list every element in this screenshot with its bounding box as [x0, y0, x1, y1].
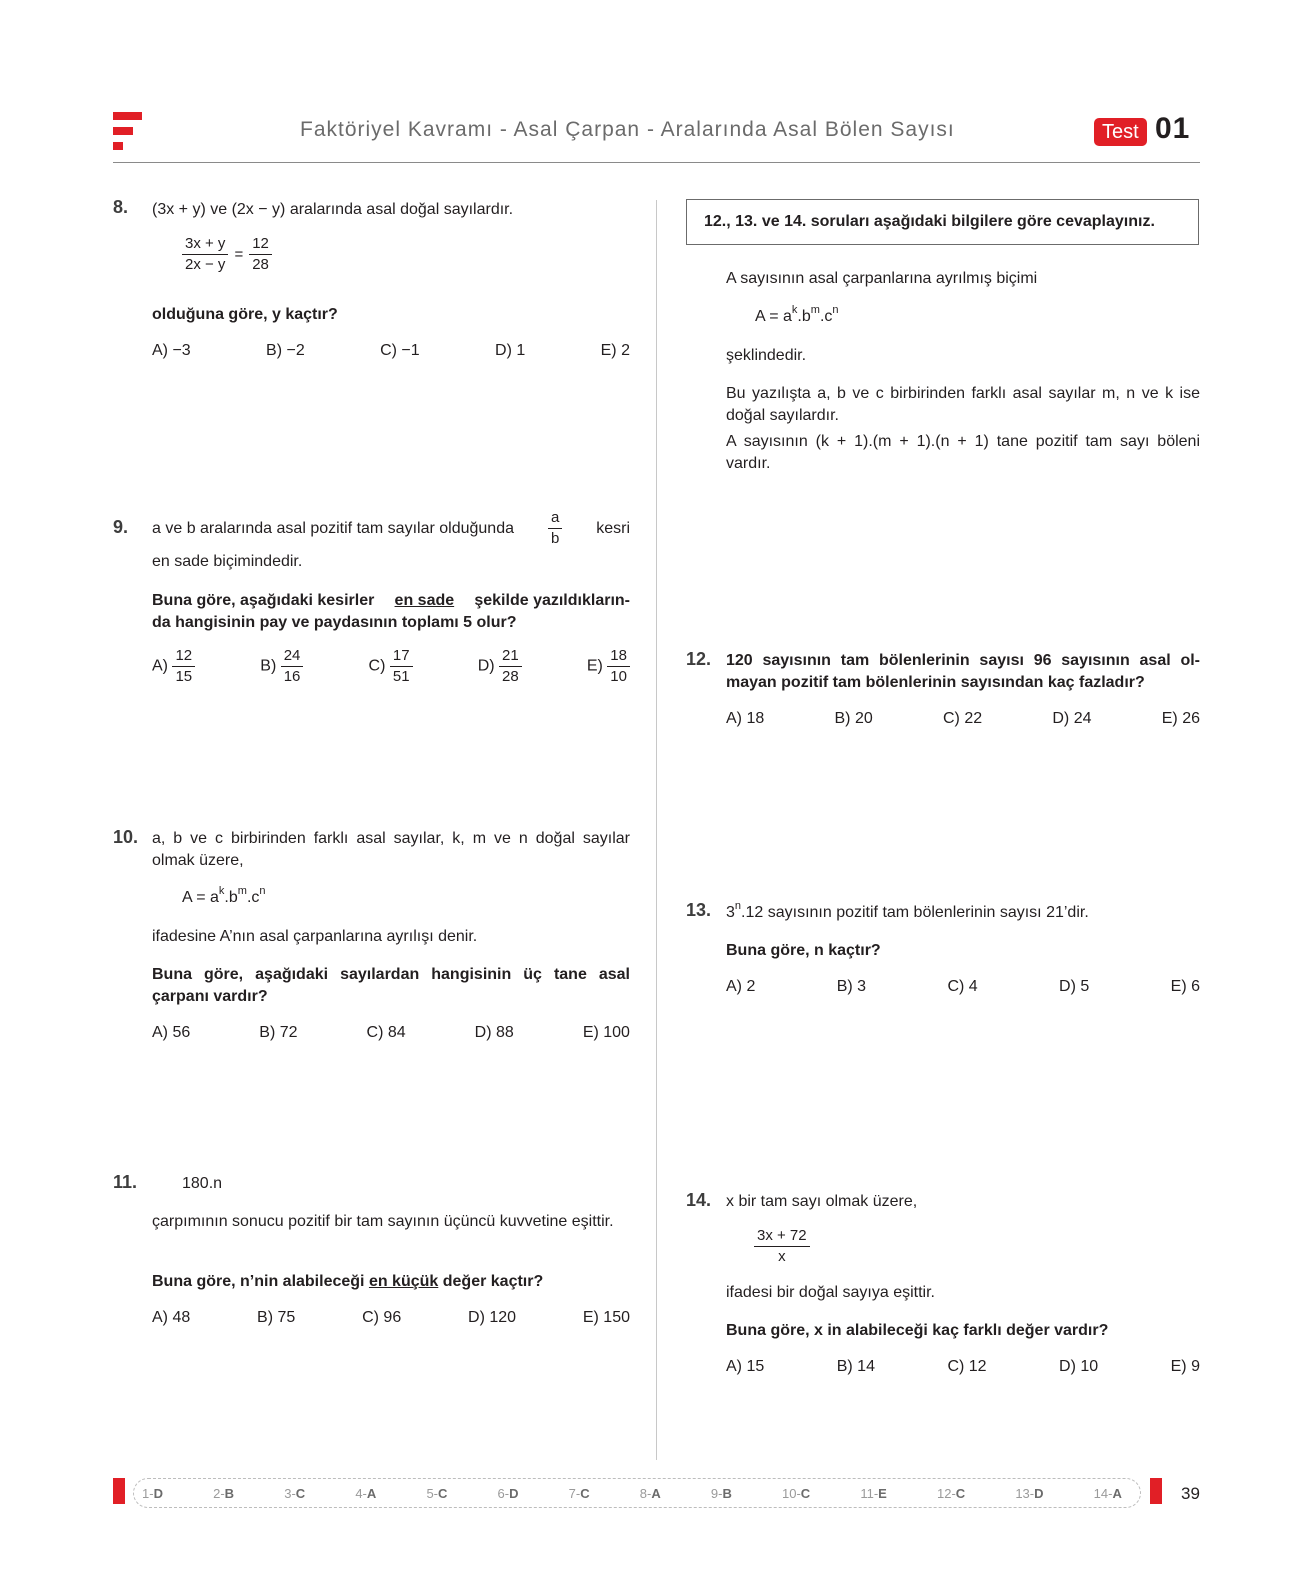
numerator: 3x + y — [182, 234, 228, 255]
choice-c[interactable]: C) 84 — [366, 1024, 406, 1041]
denominator: x — [778, 1248, 786, 1265]
choices — [152, 646, 630, 687]
choice-a[interactable]: A) 56 — [152, 1024, 191, 1041]
numerator: a — [548, 508, 562, 529]
answer-key-item: 1-D — [142, 1485, 163, 1501]
formula-part: .c — [246, 889, 260, 906]
choice-c[interactable]: C) 12 — [947, 1358, 987, 1375]
info-line: A sayısının (k + 1).(m + 1).(n + 1) tane pozitif tam sayı böleni vardır. — [726, 433, 1200, 472]
underlined-phrase: en sade — [394, 592, 455, 609]
question-text: olduğuna göre, y kaçtır? — [152, 306, 338, 323]
choice-a[interactable]: A) 48 — [152, 1309, 191, 1326]
choice-label: A) — [152, 657, 168, 675]
choice-b[interactable]: B) 14 — [836, 1358, 875, 1375]
answer-key-item: 11-E — [860, 1485, 887, 1501]
question-part: değer kaçtır? — [442, 1273, 544, 1290]
question-text: Buna göre, aşağıdaki sayılardan hangisinin üç tane asal çarpanı vardır? — [152, 966, 630, 1005]
question-part: Buna göre, aşağıdaki kesirler — [152, 592, 375, 609]
choice-e[interactable]: E) 6 — [1170, 978, 1200, 995]
intro-part: .12 sayısının pozitif tam bölenlerinin sayısı 21’dir. — [741, 904, 1089, 921]
choice-d[interactable]: D) 24 — [1052, 710, 1092, 727]
formula-part: A = a — [182, 889, 219, 906]
numerator: 18 — [607, 646, 630, 667]
footer-red-block-left — [113, 1478, 125, 1504]
formula-part: A = a — [755, 308, 792, 325]
info-line: A sayısının asal çarpanlarına ayrılmış biçimi — [726, 270, 1038, 287]
choice-c[interactable]: C) 96 — [362, 1309, 402, 1326]
choice-d[interactable]: D) 5 — [1059, 978, 1090, 995]
fraction — [548, 508, 562, 549]
choice-a[interactable]: A) −3 — [152, 342, 191, 359]
question-intro — [726, 899, 1089, 924]
question-text — [152, 1271, 543, 1293]
fraction — [499, 646, 522, 687]
explanation: ifadesine A’nın asal çarpanlarına ayrılışı denir. — [152, 928, 478, 945]
fraction — [281, 646, 304, 687]
question-intro: a, b ve c birbirinden farklı asal sayılar, k, m ve n doğal sayılar olmak üzere, — [152, 830, 630, 869]
expression — [754, 1226, 810, 1267]
numerator: 12 — [172, 646, 195, 667]
numerator: 24 — [281, 646, 304, 667]
numerator: 17 — [390, 646, 413, 667]
exponent: n — [734, 899, 742, 912]
question-number: 10. — [113, 827, 139, 847]
exponent: n — [832, 303, 839, 316]
answer-key-item: 13-D — [1015, 1485, 1044, 1501]
fraction — [754, 1226, 810, 1267]
answer-key-item: 6-D — [497, 1485, 519, 1501]
question-number: 9. — [113, 517, 129, 537]
formula — [182, 884, 266, 909]
formula — [755, 303, 839, 328]
answer-key-item: 9-B — [710, 1485, 732, 1501]
underlined-phrase: en küçük — [368, 1273, 439, 1290]
choice-b[interactable]: B) −2 — [266, 342, 305, 359]
question-part: Buna göre, n’nin alabileceği — [152, 1273, 365, 1290]
choice-label: B) — [260, 657, 277, 675]
logo-bar-middle — [113, 127, 133, 135]
answer-key-item: 8-A — [639, 1485, 661, 1501]
choice-a[interactable]: A) 18 — [726, 710, 765, 727]
exponent: n — [259, 884, 266, 897]
logo-bar-bottom — [113, 142, 123, 150]
choice-e[interactable]: E) 9 — [1170, 1358, 1200, 1375]
logo-bar-top — [113, 112, 142, 120]
denominator: 10 — [610, 668, 627, 685]
choice-c[interactable] — [369, 646, 413, 687]
choice-label: C) — [368, 657, 386, 675]
denominator: 2x − y — [185, 256, 226, 273]
footer-red-block-right — [1150, 1478, 1162, 1504]
choice-e[interactable]: E) 150 — [582, 1309, 630, 1326]
answer-key-item: 12-C — [936, 1485, 966, 1501]
answer-key-item: 3-C — [284, 1485, 306, 1501]
question-number: 8. — [113, 197, 129, 217]
choice-a[interactable]: A) 15 — [726, 1358, 765, 1375]
choice-d[interactable]: D) 120 — [468, 1309, 517, 1326]
formula-part: .b — [797, 308, 811, 325]
choice-b[interactable]: B) 3 — [836, 978, 867, 995]
denominator: b — [550, 530, 560, 547]
numerator: 12 — [249, 234, 272, 255]
choice-a[interactable]: A) 2 — [726, 978, 756, 995]
choice-d[interactable] — [478, 646, 522, 687]
answer-key-item: 4-A — [355, 1485, 377, 1501]
choice-a[interactable] — [152, 646, 195, 687]
info-line: şeklindedir. — [726, 347, 807, 364]
choice-label: D) — [477, 657, 495, 675]
question-text: Buna göre, x in alabileceği kaç farklı değer vardır? — [726, 1322, 1109, 1339]
question-number: 13. — [686, 900, 712, 920]
intro-continued: en sade biçimindedir. — [152, 553, 303, 570]
choices — [726, 710, 1200, 728]
question-part: da hangisinin pay ve paydasının toplamı 5 olur? — [152, 614, 517, 631]
choice-b[interactable] — [260, 646, 303, 687]
exponent: k — [791, 303, 798, 316]
choice-e[interactable]: E) 2 — [600, 342, 630, 359]
choice-c[interactable]: C) −1 — [380, 342, 420, 359]
numerator: 21 — [499, 646, 522, 667]
answer-key-item: 2-B — [213, 1485, 235, 1501]
exponent: k — [218, 884, 225, 897]
question-intro — [152, 508, 630, 549]
choices — [152, 342, 630, 360]
fraction — [249, 234, 272, 275]
answer-key-item: 7-C — [568, 1485, 590, 1501]
answer-key — [133, 1478, 1141, 1508]
denominator: 16 — [283, 668, 301, 685]
fraction — [182, 234, 228, 275]
choice-b[interactable]: B) 20 — [834, 710, 873, 727]
equals-sign: = — [234, 246, 244, 263]
column-divider — [656, 200, 657, 1460]
expression: 180.n — [182, 1175, 223, 1192]
choice-d[interactable]: D) 88 — [474, 1024, 514, 1041]
info-box: 12., 13. ve 14. soruları aşağıdaki bilgilere göre cevaplayınız. — [686, 199, 1199, 245]
intro-text: a ve b aralarında asal pozitif tam sayılar olduğunda — [152, 519, 514, 537]
question-number: 11. — [113, 1172, 138, 1192]
denominator: 28 — [252, 256, 269, 273]
numerator: 3x + 72 — [754, 1226, 810, 1247]
answer-key-item: 5-C — [426, 1485, 448, 1501]
header-title: Faktöriyel Kavramı - Asal Çarpan - Aralarında Asal Bölen Sayısı — [300, 118, 955, 141]
denominator: 15 — [175, 668, 193, 685]
fraction — [607, 646, 630, 687]
choice-label: E) — [586, 657, 603, 675]
intro-part: 3 — [726, 904, 735, 921]
answer-key-item: 14-A — [1093, 1485, 1122, 1501]
choice-b[interactable]: B) 72 — [259, 1024, 298, 1041]
denominator: 51 — [392, 668, 410, 685]
denominator: 28 — [502, 668, 519, 685]
choice-d[interactable]: D) 10 — [1059, 1358, 1099, 1375]
test-number: 01 — [1155, 112, 1191, 145]
choices — [152, 1309, 630, 1327]
fraction — [172, 646, 195, 687]
choice-b[interactable]: B) 75 — [257, 1309, 296, 1326]
choices — [726, 1358, 1200, 1376]
choice-e[interactable] — [587, 646, 630, 687]
formula-part: .c — [819, 308, 833, 325]
question-number: 12. — [686, 649, 712, 669]
explanation: ifadesi bir doğal sayıya eşittir. — [726, 1284, 935, 1301]
question-text: 120 sayısının tam bölenlerinin sayısı 96 sayısının asal ol- mayan pozitif tam bölenlerinin sayısından kaç fazladır? — [726, 652, 1200, 691]
choice-e[interactable]: E) 26 — [1161, 710, 1200, 727]
question-text — [152, 590, 630, 634]
fraction — [390, 646, 413, 687]
equation — [182, 234, 272, 275]
exponent: m — [810, 303, 820, 316]
choices — [152, 1024, 630, 1042]
choice-c[interactable]: C) 4 — [947, 978, 978, 995]
choices — [726, 978, 1200, 996]
question-intro: (3x + y) ve (2x − y) aralarında asal doğal sayılardır. — [152, 201, 514, 218]
exponent: m — [237, 884, 247, 897]
question-intro: çarpımının sonucu pozitif bir tam sayının üçüncü kuvvetine eşittir. — [152, 1213, 614, 1230]
question-intro: x bir tam sayı olmak üzere, — [726, 1193, 918, 1210]
choice-c[interactable]: C) 22 — [943, 710, 983, 727]
formula-part: .b — [224, 889, 238, 906]
question-part: şekilde yazıldıkların- — [474, 592, 630, 609]
info-line: Bu yazılışta a, b ve c birbirinden farklı asal sayılar m, n ve k ise doğal sayılardır. — [726, 385, 1200, 424]
intro-text: kesri — [596, 519, 630, 537]
answer-key-item: 10-C — [781, 1485, 811, 1501]
question-number: 14. — [686, 1190, 712, 1210]
test-badge: Test — [1094, 118, 1147, 146]
question-text: Buna göre, n kaçtır? — [726, 942, 881, 959]
header-rule — [113, 162, 1200, 163]
choice-d[interactable]: D) 1 — [495, 342, 526, 359]
choice-e[interactable]: E) 100 — [582, 1024, 630, 1041]
page-number: 39 — [1181, 1484, 1200, 1503]
